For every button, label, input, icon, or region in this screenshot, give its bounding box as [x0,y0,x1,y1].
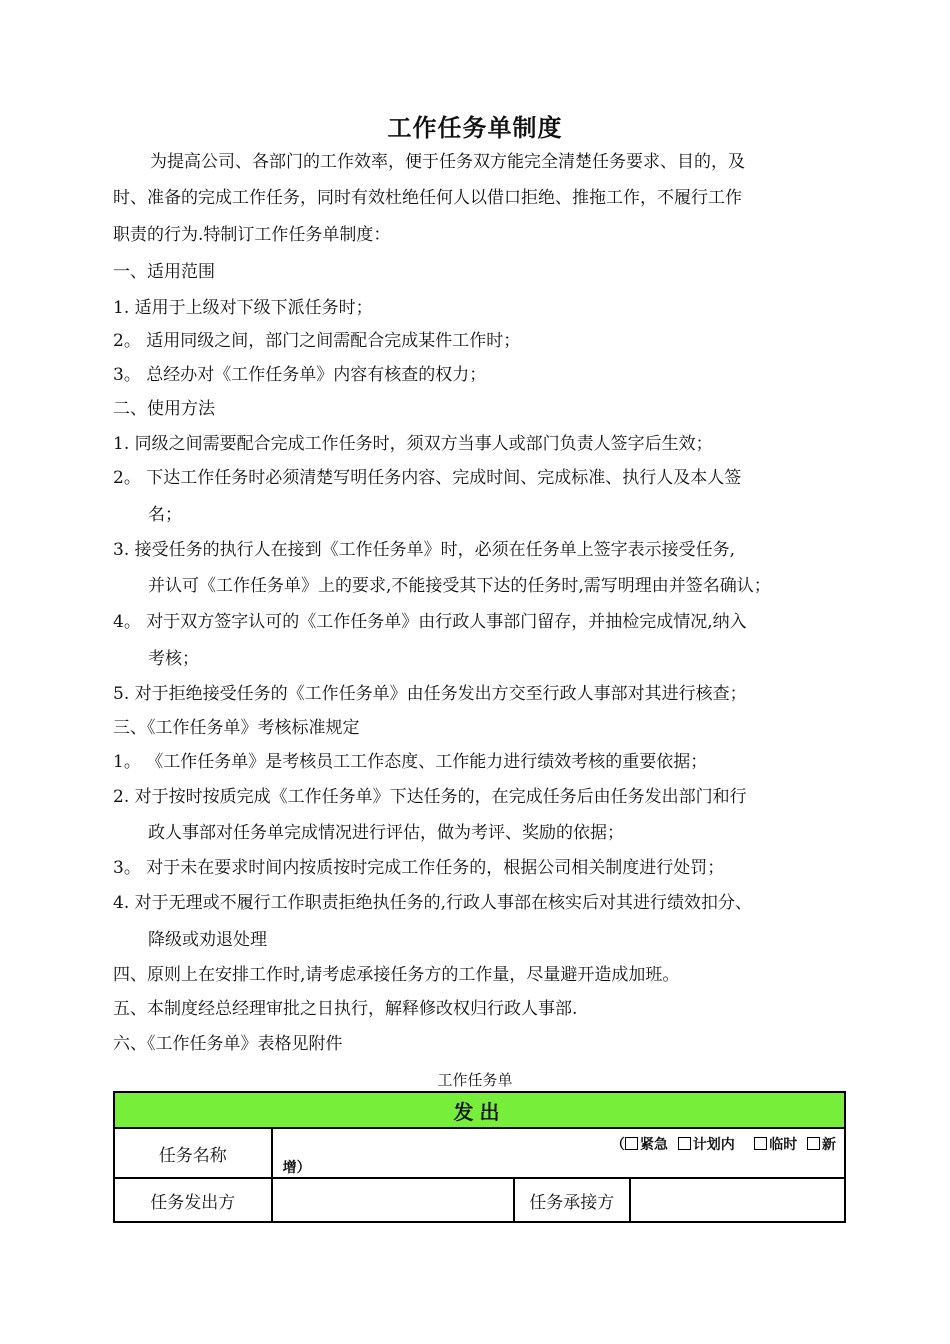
form-caption: 工作任务单 [437,1071,513,1089]
s1-item-2: 2。 适用同级之间，部门之间需配合完成某件工作时； [113,331,521,351]
temporary-checkbox[interactable] [754,1137,767,1150]
intro-line-2: 时、准备的完成工作任务，同时有效杜绝任何人以借口拒绝、推拖工作，不履行工作 [113,188,742,208]
s3-item-2: 2. 对于按时按质完成《工作任务单》下达任务的，在完成任务后由任务发出部门和行 [113,787,747,807]
s1-item-3: 3。 总经办对《工作任务单》内容有核查的权力； [113,365,487,385]
task-name-label: 任务名称 [114,1128,272,1178]
task-type-options: （ 紧急 计划内 临时 新 [611,1137,836,1153]
s2-item-2: 2。 下达工作任务时必须清楚写明任务内容、完成时间、完成标准、执行人及本人签 [113,468,742,488]
s2-item-3: 3. 接受任务的执行人在接到《工作任务单》时，必须在任务单上签字表示接受任务, [113,540,736,560]
new-label: 新 [822,1137,836,1153]
new-checkbox[interactable] [807,1137,820,1150]
issuer-label: 任务发出方 [114,1178,272,1222]
section-1-heading: 一、适用范围 [113,262,215,282]
section-2-heading: 二、使用方法 [113,399,215,419]
task-name-cell[interactable] [272,1128,845,1178]
receiver-field[interactable] [630,1178,845,1222]
s2-item-5: 5. 对于拒绝接受任务的《工作任务单》由任务发出方交至行政人事部对其进行核查； [113,684,747,704]
intro-line-1: 为提高公司、各部门的工作效率，便于任务双方能完全清楚任务要求、目的，及 [150,152,745,172]
urgent-label: 紧急 [640,1137,668,1153]
intro-line-3: 职责的行为.特制订工作任务单制度： [113,225,391,245]
task-name-row [114,1128,845,1178]
section-4: 四、原则上在安排工作时,请考虑承接任务方的工作量，尽量避开造成加班。 [113,965,680,985]
form-header-row [114,1092,845,1128]
section-5: 五、本制度经总经理审批之日执行，解释修改权归行政人事部. [113,999,578,1019]
task-form-table [113,1091,846,1223]
planned-checkbox[interactable] [678,1137,691,1150]
s3-item-3: 3。 对于未在要求时间内按质按时完成工作任务的，根据公司相关制度进行处罚； [113,858,725,878]
s2-item-4: 4。 对于双方签字认可的《工作任务单》由行政人事部门留存，并抽检完成情况,纳入 [113,612,747,632]
s3-item-4: 4. 对于无理或不履行工作职责拒绝执任务的,行政人事部在核实后对其进行绩效扣分、 [113,893,753,913]
urgent-checkbox[interactable] [625,1137,638,1150]
s2-item-4-cont: 考核； [148,649,199,669]
s2-item-3-cont: 并认可《工作任务单》上的要求,不能接受其下达的任务时,需写明理由并签名确认； [148,576,771,596]
temporary-label: 临时 [769,1137,798,1153]
section-6: 六、《工作任务单》表格见附件 [113,1034,343,1054]
s3-item-1: 1。 《工作任务单》是考核员工工作态度、工作能力进行绩效考核的重要依据； [113,752,708,772]
s3-item-4-cont: 降级或劝退处理 [148,930,267,950]
section-3-heading: 三、《工作任务单》考核标准规定 [113,718,360,738]
s3-item-2-cont: 政人事部对任务单完成情况进行评估，做为考评、奖励的依据； [148,823,624,843]
new-label-cont: 增） [282,1160,311,1176]
page-title: 工作任务单制度 [387,114,563,142]
parties-row [114,1178,845,1222]
s2-item-2-cont: 名； [148,505,182,525]
issuer-field[interactable] [272,1178,514,1222]
form-header: 发出 [114,1092,845,1128]
s2-item-1: 1. 同级之间需要配合完成工作任务时，须双方当事人或部门负责人签字后生效； [113,434,713,454]
planned-label: 计划内 [692,1137,735,1153]
receiver-label: 任务承接方 [514,1178,630,1222]
s1-item-1: 1. 适用于上级对下级下派任务时； [113,298,373,318]
